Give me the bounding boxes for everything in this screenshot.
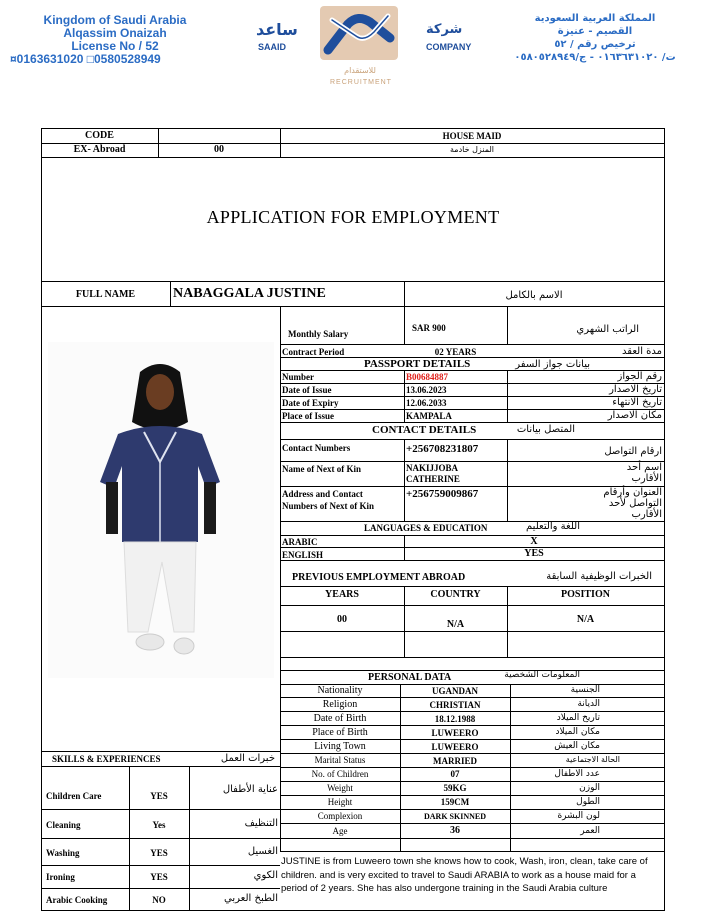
job-title: HOUSE MAID	[442, 131, 502, 141]
employment-position: N/A	[576, 614, 595, 625]
passport-expiry-label: Date of Expiry	[282, 398, 339, 408]
skill-washing: Washing	[46, 848, 80, 858]
personal-heading: PERSONAL DATA	[368, 672, 452, 683]
applicant-figure	[48, 342, 274, 678]
full-name-label: FULL NAME	[75, 289, 136, 300]
lang-english-value: YES	[524, 548, 544, 559]
applicant-description: JUSTINE is from Luweero town she knows how to cook, Wash, iron, clean, take care of children. and is very excited to travel to Saudi ARABIA to work as a house maid for a period of 2 years. She has also undergone training in the Saudi Arabia culture	[281, 856, 648, 894]
personal-ar-dob: تاريخ الميلاد	[556, 713, 600, 723]
skill-ironing: Ironing	[46, 872, 75, 882]
employment-heading-ar: الخبرات الوظيفية السابقة	[546, 571, 652, 582]
passport-place-value: KAMPALA	[406, 411, 452, 421]
kin-ar-1: اسم أحد	[626, 462, 662, 473]
personal-ar-weight: الوزن	[579, 783, 600, 793]
skills-heading-ar: خبرات العمل	[220, 753, 275, 764]
personal-value-height: 159CM	[440, 797, 470, 807]
passport-issue-label: Date of Issue	[282, 385, 332, 395]
passport-heading: PASSPORT DETAILS	[364, 358, 471, 370]
personal-label-nationality: Nationality	[317, 685, 363, 696]
personal-label-town: Living Town	[314, 741, 366, 752]
personal-label-pob: Place of Birth	[312, 727, 368, 738]
contract-value: 02 YEARS	[434, 347, 477, 357]
passport-expiry-value: 12.06.2033	[406, 398, 447, 408]
personal-label-height: Height	[327, 797, 353, 807]
skill-arabic-cooking-value: NO	[152, 895, 166, 905]
kin-value: NAKIJJOBA CATHERINE	[406, 463, 460, 484]
address-ar-3: الأقارب	[631, 509, 662, 520]
company-phones-ar: ت/ ٠١٦٣٦٣١٠٢٠ - ج/٠٥٨٠٥٢٨٩٤٩	[514, 52, 676, 63]
contact-heading-ar: المتصل بيانات	[516, 424, 575, 435]
personal-value-dob: 18.12.1988	[434, 714, 476, 724]
salary-value: SAR 900	[412, 323, 446, 333]
kin-ar-2: الأقارب	[631, 473, 662, 484]
personal-ar-pob: مكان الميلاد	[555, 727, 600, 737]
logo-ar-left: ساعد	[256, 20, 298, 39]
personal-value-town: LUWEERO	[431, 742, 479, 752]
personal-heading-ar: المعلومات الشخصية	[504, 670, 580, 680]
skill-ironing-ar: الكوي	[253, 870, 278, 881]
logo-en-left: SAAID	[258, 42, 287, 52]
passport-issue-ar: تاريخ الاصدار	[609, 384, 662, 395]
applicant-photo	[48, 342, 274, 678]
contract-ar: مدة العقد	[622, 346, 662, 357]
employment-country: N/A	[446, 619, 465, 630]
salary-ar: الراتب الشهري	[576, 324, 639, 335]
address-value: +256759009867	[406, 488, 479, 500]
personal-value-weight: 59KG	[443, 783, 467, 793]
personal-label-weight: Weight	[327, 783, 353, 793]
skill-arabic-cooking-ar: الطبخ العربي	[224, 893, 278, 904]
personal-value-pob: LUWEERO	[431, 728, 479, 738]
full-name-value: NABAGGALA JUSTINE	[173, 286, 326, 301]
page-title: APPLICATION FOR EMPLOYMENT	[206, 207, 500, 227]
contact-numbers-label: Contact Numbers	[282, 443, 351, 453]
personal-value-children: 07	[450, 769, 460, 779]
lang-arabic-value: X	[530, 536, 538, 547]
skill-cleaning-ar: التنظيف	[244, 818, 278, 829]
kin-label: Name of Next of Kin	[282, 464, 361, 474]
skill-children-care: Children Care	[46, 791, 102, 801]
personal-ar-town: مكان العيش	[554, 741, 600, 751]
skill-children-care-value: YES	[150, 791, 168, 801]
personal-ar-religion: الديانة	[577, 699, 600, 709]
address-label: Address and Contact Numbers of Next of Kin	[282, 489, 374, 511]
company-license-ar: ترخيص رقم / ٥٢	[554, 39, 636, 50]
letterhead-en	[10, 14, 220, 66]
languages-heading-ar: اللغة والتعليم	[526, 521, 580, 532]
personal-ar-marital: الحالة الاجتماعية	[565, 755, 620, 764]
salary-label: Monthly Salary	[288, 329, 349, 339]
employment-heading: PREVIOUS EMPLOYMENT ABROAD	[292, 572, 466, 583]
code-number: 00	[214, 144, 224, 155]
skill-children-care-ar: عناية الأطفال	[222, 784, 278, 795]
personal-value-nationality: UGANDAN	[432, 686, 478, 696]
passport-place-label: Place of Issue	[282, 411, 334, 421]
personal-label-dob: Date of Birth	[313, 713, 367, 724]
personal-ar-age: العمر	[580, 826, 600, 836]
code-value: EX- Abroad	[73, 144, 126, 155]
handshake-logo-icon	[318, 2, 400, 64]
lang-english-label: ENGLISH	[282, 550, 324, 560]
logo-sub-ar: للاستقدام	[344, 66, 376, 75]
personal-value-age: 36	[450, 825, 460, 836]
passport-issue-value: 13.06.2023	[406, 385, 447, 395]
company-city-ar: القصيم - عنيزة	[557, 26, 633, 37]
lang-arabic-label: ARABIC	[282, 537, 318, 547]
contact-numbers-ar: ارقام التواصل	[604, 446, 662, 457]
personal-label-marital: Marital Status	[314, 755, 366, 765]
passport-place-ar: مكان الاصدار	[607, 410, 662, 421]
code-label: CODE	[85, 130, 114, 141]
job-title-ar: المنزل خادمة	[450, 145, 494, 154]
company-country-ar: المملكة العربية السعودية	[534, 13, 656, 24]
skill-washing-value: YES	[150, 848, 168, 858]
personal-ar-children: عدد الاطفال	[554, 769, 600, 779]
personal-ar-nationality: الجنسية	[570, 685, 600, 695]
contract-label: Contract Period	[282, 347, 345, 357]
employment-years: 00	[337, 614, 347, 625]
col-country: COUNTRY	[430, 589, 481, 600]
letterhead-ar	[490, 12, 700, 64]
personal-value-marital: MARRIED	[433, 756, 477, 766]
company-license: License No / 52	[71, 39, 159, 53]
company-city: Alqassim Onaizah	[63, 26, 167, 40]
contact-heading: CONTACT DETAILS	[372, 424, 477, 436]
personal-label-religion: Religion	[322, 699, 358, 710]
skill-ironing-value: YES	[150, 872, 168, 882]
passport-number-label: Number	[282, 372, 314, 382]
company-phones: ¤0163631020 □0580528949	[10, 52, 161, 66]
company-country: Kingdom of Saudi Arabia	[43, 13, 187, 27]
full-name-ar: الاسم بالكامل	[505, 290, 563, 301]
personal-value-religion: CHRISTIAN	[429, 700, 481, 710]
personal-ar-height: الطول	[576, 797, 600, 807]
address-ar-1: العنوان وأرقام	[603, 487, 662, 498]
languages-heading: LANGUAGES & EDUCATION	[364, 523, 488, 533]
personal-value-complexion: DARK SKINNED	[423, 812, 486, 821]
company-logo	[250, 2, 470, 92]
passport-number-value: B00684887	[406, 372, 449, 382]
col-position: POSITION	[561, 589, 610, 600]
logo-ar-right: شركة	[426, 22, 463, 37]
passport-heading-ar: بيانات جواز السفر	[515, 359, 590, 370]
personal-label-complexion: Complexion	[317, 811, 363, 821]
contact-numbers-value: +256708231807	[406, 443, 479, 455]
address-ar-2: التواصل لأحد	[608, 498, 662, 509]
personal-label-age: Age	[332, 826, 348, 836]
skill-cleaning: Cleaning	[46, 820, 81, 830]
skills-heading: SKILLS & EXPERIENCES	[52, 754, 161, 764]
personal-ar-complexion: لون البشرة	[557, 811, 600, 821]
logo-en-right: COMPANY	[426, 42, 472, 52]
skill-arabic-cooking: Arabic Cooking	[46, 895, 108, 905]
passport-number-ar: رقم الجواز	[617, 371, 662, 382]
logo-sub-en: RECRUITMENT	[330, 79, 392, 86]
skill-washing-ar: الغسيل	[247, 846, 278, 857]
personal-label-children: No. of Children	[311, 769, 369, 779]
col-years: YEARS	[325, 589, 359, 600]
passport-expiry-ar: تاريخ الانتهاء	[612, 397, 662, 408]
skill-cleaning-value: Yes	[152, 820, 166, 830]
